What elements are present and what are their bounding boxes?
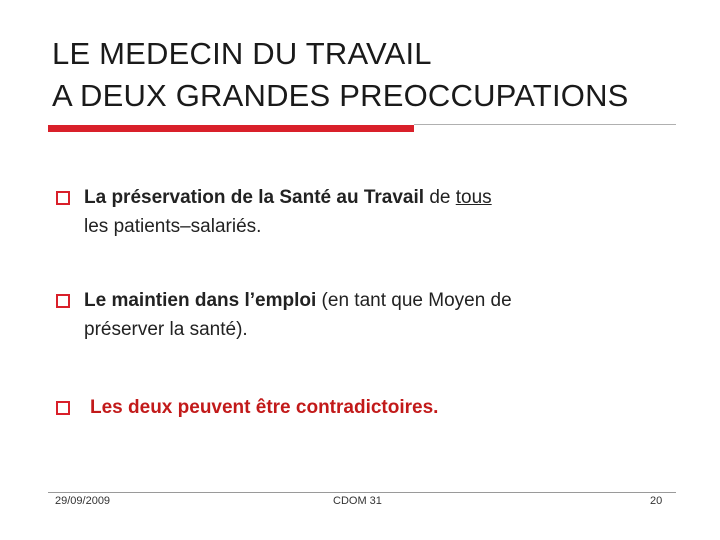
square-bullet-icon — [56, 401, 70, 415]
title-divider-line — [414, 124, 676, 125]
slide-number: 20 — [650, 495, 663, 507]
bullet-text-part: (en tant que Moyen de — [316, 290, 512, 311]
title-line-1: LE MEDECIN DU TRAVAIL — [52, 36, 432, 71]
footer-center-text: CDOM 31 — [333, 495, 382, 507]
underlined-word: tous — [455, 187, 492, 208]
footer-divider-line — [48, 492, 676, 493]
footer-date: 29/09/2009 — [55, 495, 111, 507]
bullet-bold-text: La préservation de la Santé au Travail — [84, 187, 425, 208]
slide-title — [52, 33, 629, 117]
square-bullet-icon — [56, 294, 70, 308]
bullet-highlight-text: Les deux peuvent être contradictoires. — [90, 397, 439, 418]
bullet-text-part: de — [424, 187, 456, 208]
bullet-text — [56, 286, 676, 344]
bullet-bold-text: Le maintien dans l’emploi — [84, 290, 317, 311]
title-line-2: A DEUX GRANDES PREOCCUPATIONS — [52, 78, 629, 113]
bullet-item — [56, 183, 676, 241]
title-accent-bar — [48, 125, 414, 132]
bullet-text — [56, 183, 676, 241]
bullet-text-line2: préserver la santé). — [84, 319, 248, 340]
bullet-item — [56, 393, 676, 422]
bullet-text — [56, 393, 676, 422]
bullet-text-line2: les patients–salariés. — [84, 216, 262, 237]
square-bullet-icon — [56, 191, 70, 205]
bullet-item — [56, 286, 676, 344]
